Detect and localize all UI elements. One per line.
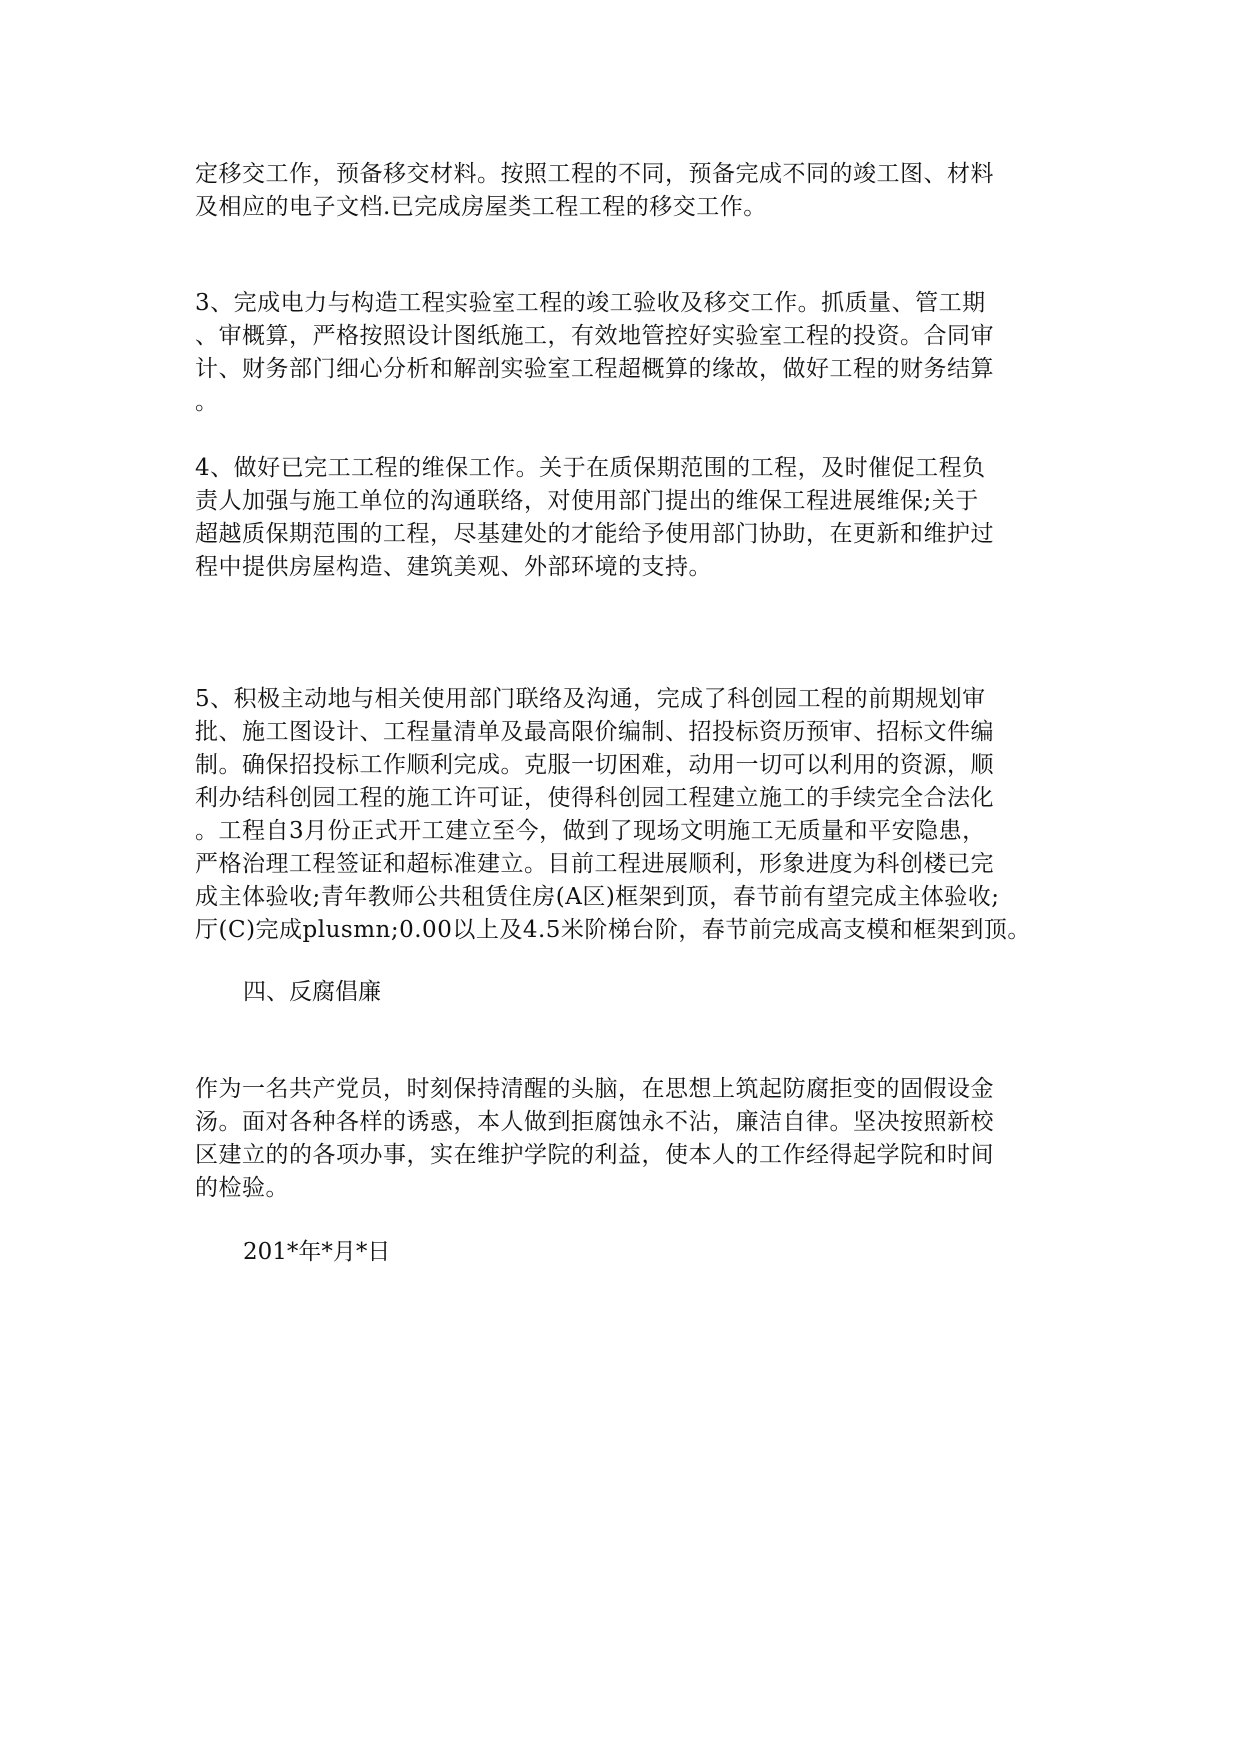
text-line: 。工程自3月份正式开工建立至今，做到了现场文明施工无质量和平安隐患，	[195, 818, 986, 844]
text-line: 5、积极主动地与相关使用部门联络及沟通，完成了科创园工程的前期规划审	[195, 686, 986, 712]
text-line: 作为一名共产党员，时刻保持清醒的头脑，在思想上筑起防腐拒变的固假设金	[195, 1076, 994, 1102]
text-line: 定移交工作，预备移交材料。按照工程的不同，预备完成不同的竣工图、材料	[195, 161, 994, 187]
paragraph-handover	[195, 158, 1055, 224]
text-line: 。	[195, 389, 219, 415]
paragraph-item-4	[195, 452, 1055, 584]
text-line: 成主体验收;青年教师公共租赁住房(A区)框架到顶，春节前有望完成主体验收;	[195, 884, 1000, 910]
text-line: 的检验。	[195, 1175, 289, 1201]
text-line: 严格治理工程签证和超标准建立。目前工程进展顺利，形象进度为科创楼已完	[195, 851, 994, 877]
paragraph-item-5	[195, 683, 1055, 947]
text-line: 厅(C)完成plusmn;0.00以上及4.5米阶梯台阶，春节前完成高支模和框架到顶。	[195, 917, 1031, 943]
text-line: 程中提供房屋构造、建筑美观、外部环境的支持。	[195, 554, 712, 580]
section-heading-anti-corruption: 四、反腐倡廉	[243, 979, 381, 1005]
text-line: 利办结科创园工程的施工许可证，使得科创园工程建立施工的手续完全合法化	[195, 785, 994, 811]
document-date: 201*年*月*日	[243, 1239, 391, 1265]
text-line: 制。确保招投标工作顺利完成。克服一切困难，动用一切可以利用的资源，顺	[195, 752, 994, 778]
paragraph-item-3	[195, 287, 1055, 419]
text-line: 区建立的的各项办事，实在维护学院的利益，使本人的工作经得起学院和时间	[195, 1142, 994, 1168]
text-line: 汤。面对各种各样的诱惑，本人做到拒腐蚀永不沾，廉洁自律。坚决按照新校	[195, 1109, 994, 1135]
text-line: 、审概算，严格按照设计图纸施工，有效地管控好实验室工程的投资。合同审	[195, 323, 994, 349]
text-line: 批、施工图设计、工程量清单及最高限价编制、招投标资历预审、招标文件编	[195, 719, 994, 745]
text-line: 3、完成电力与构造工程实验室工程的竣工验收及移交工作。抓质量、管工期	[195, 290, 986, 316]
paragraph-anti-corruption	[195, 1073, 1055, 1205]
text-line: 及相应的电子文档.已完成房屋类工程工程的移交工作。	[195, 194, 767, 220]
text-line: 4、做好已完工工程的维保工作。关于在质保期范围的工程，及时催促工程负	[195, 455, 986, 481]
text-line: 责人加强与施工单位的沟通联络，对使用部门提出的维保工程进展维保;关于	[195, 488, 979, 514]
text-line: 计、财务部门细心分析和解剖实验室工程超概算的缘故，做好工程的财务结算	[195, 356, 994, 382]
text-line: 超越质保期范围的工程，尽基建处的才能给予使用部门协助，在更新和维护过	[195, 521, 994, 547]
